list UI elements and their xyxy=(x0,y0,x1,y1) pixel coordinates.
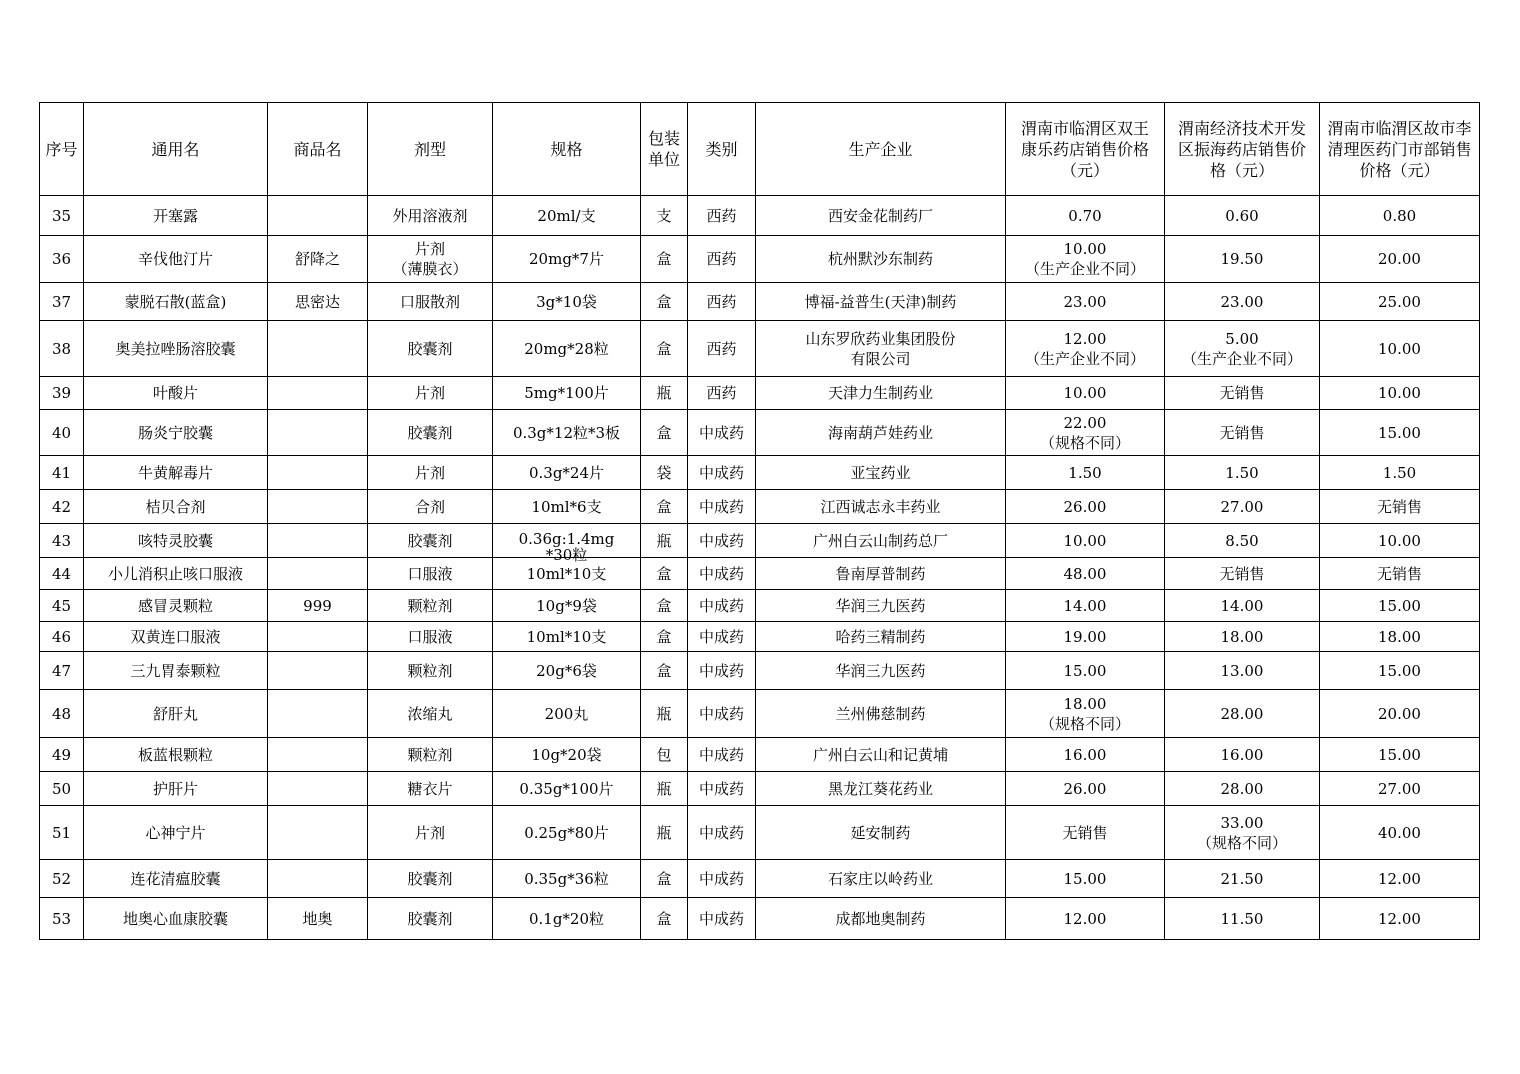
cell-manufacturer: 西安金花制药厂 xyxy=(756,196,1006,236)
cell-price-store-2: 14.00 xyxy=(1165,590,1320,622)
cell-package-unit: 盒 xyxy=(641,236,688,283)
cell-category: 中成药 xyxy=(688,524,756,558)
table-row xyxy=(40,860,1480,898)
cell-price-store-3: 20.00 xyxy=(1320,690,1480,738)
cell-package-unit: 瓶 xyxy=(641,806,688,860)
cell-price-store-2: 无销售 xyxy=(1165,410,1320,456)
cell-price-store-2: 19.50 xyxy=(1165,236,1320,283)
header-price-store-2: 渭南经济技术开发区振海药店销售价格（元） xyxy=(1165,103,1320,196)
cell-brand-name xyxy=(268,456,368,490)
header-category: 类别 xyxy=(688,103,756,196)
cell-price-store-1-note: （生产企业不同） xyxy=(1024,260,1145,278)
cell-specification: 3g*10袋 xyxy=(493,283,641,321)
cell-price-store-2-value: 33.00 xyxy=(1220,813,1264,832)
cell-price-store-1-value: 10.00 xyxy=(1063,240,1107,258)
cell-dosage-form: 片剂 xyxy=(368,456,493,490)
header-price-store-3: 渭南市临渭区故市李清理医药门市部销售价格（元） xyxy=(1320,103,1480,196)
table-row xyxy=(40,410,1480,456)
cell-no: 53 xyxy=(40,898,84,940)
cell-generic-name: 咳特灵胶囊 xyxy=(84,524,268,558)
cell-manufacturer-note: 有限公司 xyxy=(850,349,911,368)
cell-no: 37 xyxy=(40,283,84,321)
cell-price-store-1: 无销售 xyxy=(1006,806,1165,860)
cell-generic-name: 地奥心血康胶囊 xyxy=(84,898,268,940)
table-row xyxy=(40,196,1480,236)
cell-dosage-form: 颗粒剂 xyxy=(368,738,493,772)
spec-line-2: *30粒 xyxy=(545,545,588,564)
cell-no: 51 xyxy=(40,806,84,860)
cell-price-store-1: 19.00 xyxy=(1006,622,1165,652)
spec-clipped-text xyxy=(495,529,638,564)
cell-specification: 0.25g*80片 xyxy=(493,806,641,860)
cell-dosage-form: 合剂 xyxy=(368,490,493,524)
cell-specification: 200丸 xyxy=(493,690,641,738)
cell-dosage-form: 浓缩丸 xyxy=(368,690,493,738)
cell-brand-name xyxy=(268,806,368,860)
cell-price-store-2-note: （规格不同） xyxy=(1196,833,1287,852)
cell-dosage-form: 口服液 xyxy=(368,558,493,590)
cell-price-store-1: 16.00 xyxy=(1006,738,1165,772)
cell-manufacturer: 海南葫芦娃药业 xyxy=(756,410,1006,456)
table-row xyxy=(40,558,1480,590)
cell-generic-name: 开塞露 xyxy=(84,196,268,236)
cell-brand-name xyxy=(268,321,368,377)
cell-manufacturer: 广州白云山制药总厂 xyxy=(756,524,1006,558)
cell-package-unit: 瓶 xyxy=(641,772,688,806)
cell-manufacturer: 延安制药 xyxy=(756,806,1006,860)
cell-price-store-1: 23.00 xyxy=(1006,283,1165,321)
cell-category: 中成药 xyxy=(688,806,756,860)
cell-price-store-2: 无销售 xyxy=(1165,558,1320,590)
cell-price-store-3: 15.00 xyxy=(1320,410,1480,456)
cell-price-store-2: 21.50 xyxy=(1165,860,1320,898)
cell-price-store-3: 10.00 xyxy=(1320,321,1480,377)
cell-no: 47 xyxy=(40,652,84,690)
cell-specification: 0.3g*12粒*3板 xyxy=(493,410,641,456)
cell-price-store-1: 10.00 xyxy=(1006,377,1165,410)
cell-dosage-form: 胶囊剂 xyxy=(368,321,493,377)
cell-price-store-2 xyxy=(1165,806,1320,860)
cell-dosage-form: 胶囊剂 xyxy=(368,898,493,940)
cell-price-store-1: 15.00 xyxy=(1006,652,1165,690)
cell-manufacturer-value: 山东罗欣药业集团股份 xyxy=(805,329,956,348)
cell-price-store-3: 27.00 xyxy=(1320,772,1480,806)
cell-price-store-2: 0.60 xyxy=(1165,196,1320,236)
cell-dosage-form: 胶囊剂 xyxy=(368,410,493,456)
cell-category: 西药 xyxy=(688,377,756,410)
cell-dosage-form: 口服液 xyxy=(368,622,493,652)
cell-dosage-form: 颗粒剂 xyxy=(368,590,493,622)
cell-dosage-form: 片剂 xyxy=(368,377,493,410)
cell-price-store-3: 25.00 xyxy=(1320,283,1480,321)
cell-manufacturer: 江西诚志永丰药业 xyxy=(756,490,1006,524)
cell-package-unit: 包 xyxy=(641,738,688,772)
cell-price-store-2-value: 5.00 xyxy=(1225,329,1259,348)
cell-manufacturer: 石家庄以岭药业 xyxy=(756,860,1006,898)
cell-manufacturer: 黑龙江葵花药业 xyxy=(756,772,1006,806)
cell-price-store-3: 无销售 xyxy=(1320,490,1480,524)
cell-generic-name: 三九胃泰颗粒 xyxy=(84,652,268,690)
header-brand-name: 商品名 xyxy=(268,103,368,196)
cell-price-store-3: 10.00 xyxy=(1320,377,1480,410)
cell-package-unit: 盒 xyxy=(641,860,688,898)
cell-price-store-3: 15.00 xyxy=(1320,590,1480,622)
cell-price-store-2: 11.50 xyxy=(1165,898,1320,940)
cell-price-store-3: 12.00 xyxy=(1320,860,1480,898)
table-row xyxy=(40,738,1480,772)
cell-dosage-form: 口服散剂 xyxy=(368,283,493,321)
cell-package-unit: 盒 xyxy=(641,490,688,524)
cell-manufacturer: 天津力生制药业 xyxy=(756,377,1006,410)
cell-category: 西药 xyxy=(688,321,756,377)
cell-price-store-1: 48.00 xyxy=(1006,558,1165,590)
cell-price-store-2 xyxy=(1165,321,1320,377)
cell-price-store-1 xyxy=(1006,410,1165,456)
header-no: 序号 xyxy=(40,103,84,196)
cell-category: 西药 xyxy=(688,283,756,321)
cell-manufacturer: 杭州默沙东制药 xyxy=(756,236,1006,283)
cell-price-store-2: 28.00 xyxy=(1165,690,1320,738)
cell-package-unit: 盒 xyxy=(641,898,688,940)
spec-line: 0.36g:1.4mg xyxy=(518,529,615,548)
table-row xyxy=(40,236,1480,283)
cell-price-store-1-note: （规格不同） xyxy=(1039,433,1130,452)
cell-manufacturer: 亚宝药业 xyxy=(756,456,1006,490)
cell-price-store-2: 23.00 xyxy=(1165,283,1320,321)
cell-generic-name: 心神宁片 xyxy=(84,806,268,860)
cell-manufacturer: 鲁南厚普制药 xyxy=(756,558,1006,590)
cell-package-unit: 瓶 xyxy=(641,524,688,558)
cell-price-store-2: 16.00 xyxy=(1165,738,1320,772)
cell-price-store-1-value: 12.00 xyxy=(1063,329,1107,348)
cell-price-store-1 xyxy=(1006,321,1165,377)
cell-specification: 0.1g*20粒 xyxy=(493,898,641,940)
cell-specification: 10g*9袋 xyxy=(493,590,641,622)
cell-package-unit: 盒 xyxy=(641,410,688,456)
cell-generic-name: 双黄连口服液 xyxy=(84,622,268,652)
cell-no: 44 xyxy=(40,558,84,590)
cell-price-store-3: 12.00 xyxy=(1320,898,1480,940)
cell-no: 52 xyxy=(40,860,84,898)
cell-brand-name xyxy=(268,524,368,558)
cell-dosage-form: 胶囊剂 xyxy=(368,524,493,558)
table-row xyxy=(40,772,1480,806)
cell-price-store-1-note: （规格不同） xyxy=(1039,714,1130,733)
cell-specification: 20mg*28粒 xyxy=(493,321,641,377)
cell-price-store-3: 1.50 xyxy=(1320,456,1480,490)
cell-price-store-1: 26.00 xyxy=(1006,490,1165,524)
cell-package-unit: 盒 xyxy=(641,558,688,590)
cell-price-store-1: 10.00 xyxy=(1006,524,1165,558)
cell-brand-name: 999 xyxy=(268,590,368,622)
cell-price-store-2-note: （生产企业不同） xyxy=(1181,349,1302,368)
cell-brand-name xyxy=(268,652,368,690)
cell-package-unit: 袋 xyxy=(641,456,688,490)
cell-price-store-1: 15.00 xyxy=(1006,860,1165,898)
table-row xyxy=(40,377,1480,410)
cell-dosage-form xyxy=(368,236,493,283)
header-specification: 规格 xyxy=(493,103,641,196)
table-row xyxy=(40,622,1480,652)
table-row xyxy=(40,806,1480,860)
cell-brand-name xyxy=(268,738,368,772)
cell-category: 中成药 xyxy=(688,772,756,806)
cell-specification: 10ml*10支 xyxy=(493,558,641,590)
cell-price-store-3: 无销售 xyxy=(1320,558,1480,590)
cell-specification: 20mg*7片 xyxy=(493,236,641,283)
header-manufacturer: 生产企业 xyxy=(756,103,1006,196)
header-price-store-1: 渭南市临渭区双王康乐药店销售价格（元） xyxy=(1006,103,1165,196)
header-package-unit: 包装单位 xyxy=(641,103,688,196)
cell-price-store-3: 15.00 xyxy=(1320,652,1480,690)
cell-price-store-3: 10.00 xyxy=(1320,524,1480,558)
cell-no: 46 xyxy=(40,622,84,652)
table-header-row xyxy=(40,103,1480,196)
cell-package-unit: 支 xyxy=(641,196,688,236)
cell-generic-name: 蒙脱石散(蓝盒) xyxy=(84,283,268,321)
cell-generic-name: 小儿消积止咳口服液 xyxy=(84,558,268,590)
cell-price-store-3: 18.00 xyxy=(1320,622,1480,652)
cell-no: 43 xyxy=(40,524,84,558)
cell-category: 中成药 xyxy=(688,898,756,940)
cell-no: 39 xyxy=(40,377,84,410)
cell-price-store-2: 1.50 xyxy=(1165,456,1320,490)
cell-package-unit: 盒 xyxy=(641,321,688,377)
cell-brand-name xyxy=(268,860,368,898)
cell-manufacturer: 华润三九医药 xyxy=(756,590,1006,622)
cell-brand-name xyxy=(268,377,368,410)
header-generic-name: 通用名 xyxy=(84,103,268,196)
cell-generic-name: 板蓝根颗粒 xyxy=(84,738,268,772)
cell-price-store-2: 18.00 xyxy=(1165,622,1320,652)
cell-manufacturer: 华润三九医药 xyxy=(756,652,1006,690)
cell-specification: 0.3g*24片 xyxy=(493,456,641,490)
cell-generic-name: 肠炎宁胶囊 xyxy=(84,410,268,456)
cell-price-store-1-value: 18.00 xyxy=(1063,694,1107,713)
cell-specification: 20ml/支 xyxy=(493,196,641,236)
cell-brand-name: 地奥 xyxy=(268,898,368,940)
cell-brand-name xyxy=(268,490,368,524)
cell-category: 中成药 xyxy=(688,622,756,652)
cell-category: 中成药 xyxy=(688,410,756,456)
cell-price-store-1: 1.50 xyxy=(1006,456,1165,490)
cell-generic-name: 感冒灵颗粒 xyxy=(84,590,268,622)
cell-price-store-3: 40.00 xyxy=(1320,806,1480,860)
cell-no: 40 xyxy=(40,410,84,456)
cell-price-store-2: 无销售 xyxy=(1165,377,1320,410)
cell-category: 中成药 xyxy=(688,590,756,622)
table-row xyxy=(40,524,1480,558)
cell-brand-name xyxy=(268,558,368,590)
cell-package-unit: 盒 xyxy=(641,590,688,622)
cell-brand-name: 思密达 xyxy=(268,283,368,321)
cell-category: 中成药 xyxy=(688,738,756,772)
cell-package-unit: 盒 xyxy=(641,652,688,690)
cell-dosage-form-note: （薄膜衣） xyxy=(392,260,468,278)
cell-generic-name: 舒肝丸 xyxy=(84,690,268,738)
cell-price-store-2: 8.50 xyxy=(1165,524,1320,558)
cell-generic-name: 叶酸片 xyxy=(84,377,268,410)
cell-manufacturer xyxy=(756,321,1006,377)
cell-generic-name: 连花清瘟胶囊 xyxy=(84,860,268,898)
cell-package-unit: 盒 xyxy=(641,622,688,652)
cell-no: 42 xyxy=(40,490,84,524)
table-row xyxy=(40,590,1480,622)
cell-price-store-1: 12.00 xyxy=(1006,898,1165,940)
cell-specification: 0.35g*100片 xyxy=(493,772,641,806)
cell-specification: 10ml*10支 xyxy=(493,622,641,652)
cell-brand-name xyxy=(268,622,368,652)
cell-dosage-form: 颗粒剂 xyxy=(368,652,493,690)
cell-price-store-3: 20.00 xyxy=(1320,236,1480,283)
cell-brand-name xyxy=(268,196,368,236)
cell-category: 中成药 xyxy=(688,490,756,524)
cell-manufacturer: 博福-益普生(天津)制药 xyxy=(756,283,1006,321)
cell-manufacturer: 兰州佛慈制药 xyxy=(756,690,1006,738)
cell-price-store-1: 26.00 xyxy=(1006,772,1165,806)
cell-price-store-1 xyxy=(1006,236,1165,283)
cell-dosage-form: 片剂 xyxy=(368,806,493,860)
cell-generic-name: 桔贝合剂 xyxy=(84,490,268,524)
cell-generic-name: 辛伐他汀片 xyxy=(84,236,268,283)
cell-no: 49 xyxy=(40,738,84,772)
cell-specification: 0.35g*36粒 xyxy=(493,860,641,898)
cell-price-store-3: 15.00 xyxy=(1320,738,1480,772)
cell-specification: 10ml*6支 xyxy=(493,490,641,524)
cell-no: 35 xyxy=(40,196,84,236)
cell-manufacturer: 广州白云山和记黄埔 xyxy=(756,738,1006,772)
cell-specification xyxy=(493,524,641,564)
cell-dosage-form-value: 片剂 xyxy=(414,240,445,258)
cell-dosage-form: 糖衣片 xyxy=(368,772,493,806)
cell-no: 38 xyxy=(40,321,84,377)
cell-price-store-2: 27.00 xyxy=(1165,490,1320,524)
cell-specification: 20g*6袋 xyxy=(493,652,641,690)
table-row xyxy=(40,283,1480,321)
cell-dosage-form: 胶囊剂 xyxy=(368,860,493,898)
cell-brand-name xyxy=(268,772,368,806)
cell-no: 50 xyxy=(40,772,84,806)
table-row xyxy=(40,321,1480,377)
cell-no: 41 xyxy=(40,456,84,490)
table-row xyxy=(40,490,1480,524)
cell-category: 西药 xyxy=(688,236,756,283)
cell-price-store-1: 0.70 xyxy=(1006,196,1165,236)
cell-no: 45 xyxy=(40,590,84,622)
cell-brand-name: 舒降之 xyxy=(268,236,368,283)
cell-price-store-1-note: （生产企业不同） xyxy=(1024,349,1145,368)
cell-generic-name: 奥美拉唑肠溶胶囊 xyxy=(84,321,268,377)
cell-price-store-2: 13.00 xyxy=(1165,652,1320,690)
cell-manufacturer: 成都地奥制药 xyxy=(756,898,1006,940)
cell-no: 48 xyxy=(40,690,84,738)
cell-dosage-form: 外用溶液剂 xyxy=(368,196,493,236)
cell-category: 中成药 xyxy=(688,456,756,490)
cell-specification: 10g*20袋 xyxy=(493,738,641,772)
table-body xyxy=(40,196,1480,940)
cell-category: 西药 xyxy=(688,196,756,236)
cell-category: 中成药 xyxy=(688,652,756,690)
cell-manufacturer: 哈药三精制药 xyxy=(756,622,1006,652)
cell-no: 36 xyxy=(40,236,84,283)
cell-price-store-2: 28.00 xyxy=(1165,772,1320,806)
header-dosage-form: 剂型 xyxy=(368,103,493,196)
cell-price-store-3: 0.80 xyxy=(1320,196,1480,236)
cell-brand-name xyxy=(268,690,368,738)
cell-specification: 5mg*100片 xyxy=(493,377,641,410)
cell-brand-name xyxy=(268,410,368,456)
cell-category: 中成药 xyxy=(688,558,756,590)
cell-generic-name: 牛黄解毒片 xyxy=(84,456,268,490)
cell-package-unit: 盒 xyxy=(641,283,688,321)
table-row xyxy=(40,898,1480,940)
cell-category: 中成药 xyxy=(688,690,756,738)
cell-price-store-1-value: 22.00 xyxy=(1063,413,1107,432)
table-row xyxy=(40,690,1480,738)
price-table xyxy=(39,102,1480,940)
cell-price-store-1: 14.00 xyxy=(1006,590,1165,622)
table-row xyxy=(40,652,1480,690)
cell-package-unit: 瓶 xyxy=(641,690,688,738)
cell-price-store-1 xyxy=(1006,690,1165,738)
table-row xyxy=(40,456,1480,490)
cell-package-unit: 瓶 xyxy=(641,377,688,410)
cell-generic-name: 护肝片 xyxy=(84,772,268,806)
cell-category: 中成药 xyxy=(688,860,756,898)
